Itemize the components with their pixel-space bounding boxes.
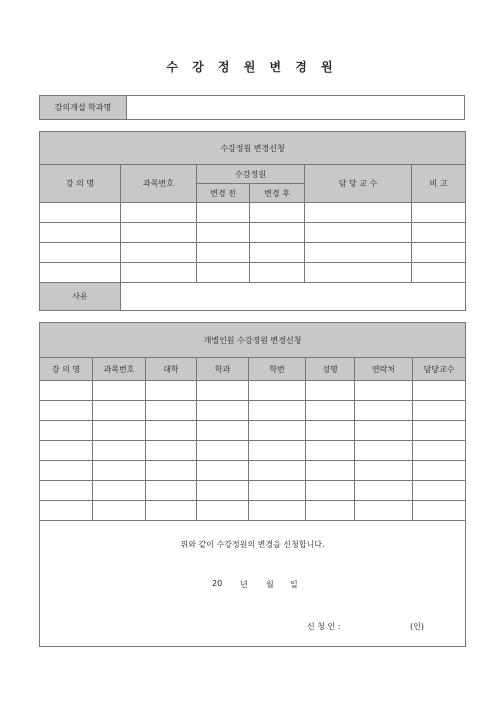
table-row (40, 263, 466, 283)
col-student-id: 학번 (249, 358, 306, 381)
cell[interactable] (413, 381, 466, 401)
cell[interactable] (413, 461, 466, 481)
col-course-code: 과목번호 (121, 165, 197, 203)
cell[interactable] (413, 481, 466, 501)
cell[interactable] (93, 481, 146, 501)
cell[interactable] (40, 381, 93, 401)
cell[interactable] (121, 203, 197, 223)
cell[interactable] (355, 481, 413, 501)
cell[interactable] (306, 461, 355, 481)
table-row (40, 381, 466, 401)
cell[interactable] (197, 441, 249, 461)
cell[interactable] (249, 481, 306, 501)
cell[interactable] (93, 421, 146, 441)
cell[interactable] (250, 223, 305, 243)
cell[interactable] (197, 461, 249, 481)
cell[interactable] (413, 421, 466, 441)
section2-heading: 개별인원 수강정원 변경신청 (40, 323, 466, 358)
cell[interactable] (305, 263, 412, 283)
cell[interactable] (306, 501, 355, 521)
cell[interactable] (306, 481, 355, 501)
cell[interactable] (412, 203, 466, 223)
cell[interactable] (146, 401, 197, 421)
cell[interactable] (121, 223, 197, 243)
table-row (40, 223, 466, 243)
cell[interactable] (146, 481, 197, 501)
col-after: 변경 후 (250, 184, 305, 203)
col-name: 성명 (306, 358, 355, 381)
cell[interactable] (121, 263, 197, 283)
col-before: 변경 전 (197, 184, 250, 203)
cell[interactable] (121, 243, 197, 263)
cell[interactable] (249, 381, 306, 401)
cell[interactable] (197, 263, 250, 283)
cell[interactable] (40, 441, 93, 461)
department-input[interactable] (127, 96, 465, 120)
applicant-label: 신 청 인 : (307, 622, 341, 631)
document-title: 수 강 정 원 변 경 원 (166, 60, 338, 74)
table-row (40, 401, 466, 421)
col-professor: 담 당 교 수 (305, 165, 412, 203)
cell[interactable] (93, 401, 146, 421)
cell[interactable] (306, 421, 355, 441)
cell[interactable] (93, 441, 146, 461)
cell[interactable] (306, 401, 355, 421)
cell[interactable] (146, 461, 197, 481)
col-note: 비 고 (412, 165, 466, 203)
cell[interactable] (249, 441, 306, 461)
date-year-unit: 년 (240, 580, 248, 589)
cell[interactable] (40, 401, 93, 421)
cell[interactable] (40, 481, 93, 501)
cell[interactable] (197, 203, 250, 223)
cell[interactable] (250, 203, 305, 223)
cell[interactable] (197, 401, 249, 421)
table-row (40, 441, 466, 461)
section1-heading: 수강정원 변경신청 (40, 132, 466, 165)
department-table (39, 95, 465, 120)
table-row (40, 243, 466, 263)
cell[interactable] (249, 461, 306, 481)
cell[interactable] (355, 401, 413, 421)
seal-mark: (인) (410, 622, 424, 631)
col-college: 대학 (146, 358, 197, 381)
cell[interactable] (40, 203, 121, 223)
cell[interactable] (412, 223, 466, 243)
cell[interactable] (412, 263, 466, 283)
cell[interactable] (40, 263, 121, 283)
cell[interactable] (146, 381, 197, 401)
col-course-name: 강 의 명 (40, 165, 121, 203)
col-course-name: 강 의 명 (40, 358, 93, 381)
cell[interactable] (306, 381, 355, 401)
cell[interactable] (197, 243, 250, 263)
cell[interactable] (146, 501, 197, 521)
cell[interactable] (355, 381, 413, 401)
cell[interactable] (146, 441, 197, 461)
col-professor: 담당교수 (413, 358, 466, 381)
cell[interactable] (40, 461, 93, 481)
quota-change-table (39, 131, 466, 311)
date-day-unit: 일 (290, 580, 298, 589)
cell[interactable] (412, 243, 466, 263)
footer-area (40, 521, 466, 647)
individual-quota-table (39, 322, 466, 647)
cell[interactable] (40, 243, 121, 263)
table-row (40, 481, 466, 501)
cell[interactable] (305, 243, 412, 263)
cell[interactable] (197, 421, 249, 441)
cell[interactable] (250, 263, 305, 283)
cell[interactable] (197, 223, 250, 243)
cell[interactable] (355, 441, 413, 461)
cell[interactable] (413, 401, 466, 421)
cell[interactable] (305, 223, 412, 243)
col-course-code: 과목번호 (93, 358, 146, 381)
cell[interactable] (413, 501, 466, 521)
table-row (40, 421, 466, 441)
cell[interactable] (250, 243, 305, 263)
cell[interactable] (93, 461, 146, 481)
table-row (40, 461, 466, 481)
cell[interactable] (249, 401, 306, 421)
cell[interactable] (93, 381, 146, 401)
cell[interactable] (40, 501, 93, 521)
cell[interactable] (305, 203, 412, 223)
cell[interactable] (93, 501, 146, 521)
cell[interactable] (40, 421, 93, 441)
reason-input[interactable] (121, 283, 466, 311)
cell[interactable] (306, 441, 355, 461)
col-quota: 수강정원 (197, 165, 305, 184)
cell[interactable] (197, 481, 249, 501)
col-department: 학과 (197, 358, 249, 381)
cell[interactable] (40, 223, 121, 243)
date-month-unit: 월 (266, 580, 274, 589)
cell[interactable] (197, 381, 249, 401)
department-label: 강의개설 학과명 (40, 96, 127, 120)
table-row (40, 501, 466, 521)
date-year: 20 (212, 579, 223, 588)
reason-label: 사유 (40, 283, 121, 311)
table-row (40, 203, 466, 223)
col-contact: 연락처 (355, 358, 413, 381)
cell[interactable] (249, 501, 306, 521)
cell[interactable] (413, 441, 466, 461)
cell[interactable] (197, 501, 249, 521)
cell[interactable] (249, 421, 306, 441)
cell[interactable] (355, 461, 413, 481)
cell[interactable] (355, 501, 413, 521)
cell[interactable] (355, 421, 413, 441)
cell[interactable] (146, 421, 197, 441)
statement-text: 위와 같이 수강정원의 변경을 신청합니다. (180, 540, 325, 549)
